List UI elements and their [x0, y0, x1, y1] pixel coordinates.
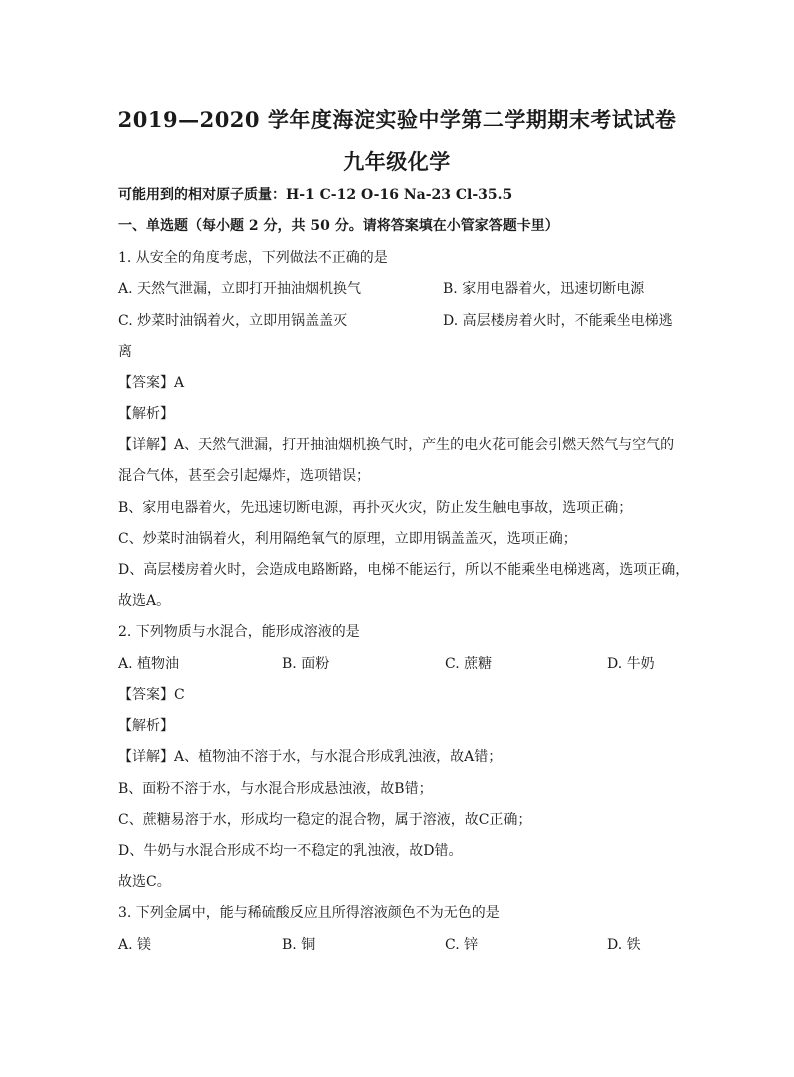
question-1-detail-1: 【详解】A、天然气泄漏，打开抽油烟机换气时，产生的电火花可能会引燃天然气与空气的	[118, 437, 675, 453]
exam-subtitle: 九年级化学	[343, 149, 451, 174]
question-2-detail-3: C、蔗糖易溶于水，形成均一稳定的混合物，属于溶液，故C正确；	[118, 812, 532, 828]
atomic-masses: 可能用到的相对原子质量：H-1 C-12 O-16 Na-23 Cl-35.5	[118, 187, 513, 203]
question-2-option-b: B. 面粉	[282, 656, 330, 672]
question-2-option-d: D. 牛奶	[607, 656, 655, 672]
question-1-detail-5: D、高层楼房着火时，会造成电路断路，电梯不能运行，所以不能乘坐电梯逃离，选项正确，	[118, 562, 690, 578]
question-2-option-c: C. 蔗糖	[445, 656, 493, 672]
question-2-detail-5: 故选C。	[118, 874, 171, 890]
question-3-option-a: A. 镁	[118, 937, 152, 953]
section-heading: 一、单选题（每小题 2 分，共 50 分。请将答案填在小管家答题卡里）	[118, 218, 559, 234]
question-3-option-b: B. 铜	[282, 937, 316, 953]
question-2-analysis-label: 【解析】	[118, 718, 174, 734]
question-2-answer: 【答案】C	[118, 687, 185, 703]
question-1-option-a: A. 天然气泄漏，立即打开抽油烟机换气	[118, 281, 362, 297]
question-1-detail-3: B、家用电器着火，先迅速切断电源，再扑灭火灾，防止发生触电事故，选项正确；	[118, 500, 633, 516]
question-1-detail-6: 故选A。	[118, 593, 171, 609]
question-3-option-c: C. 锌	[445, 937, 479, 953]
question-1-stem: 1. 从安全的角度考虑，下列做法不正确的是	[118, 250, 388, 266]
question-1-option-b: B. 家用电器着火，迅速切断电源	[443, 281, 645, 297]
question-1-detail-2: 混合气体，甚至会引起爆炸，选项错误；	[118, 468, 370, 484]
question-2-option-a: A. 植物油	[118, 656, 180, 672]
question-1-option-d: D. 高层楼房着火时，不能乘坐电梯逃	[443, 313, 673, 329]
question-1-analysis-label: 【解析】	[118, 406, 174, 422]
question-1-answer: 【答案】A	[118, 375, 185, 391]
question-2-detail-2: B、面粉不溶于水，与水混合形成悬浊液，故B错；	[118, 781, 433, 797]
question-1-option-wrap: 离	[118, 344, 132, 360]
question-3-option-d: D. 铁	[607, 937, 641, 953]
question-3-stem: 3. 下列金属中，能与稀硫酸反应且所得溶液颜色不为无色的是	[118, 905, 500, 921]
question-2-detail-4: D、牛奶与水混合形成不均一不稳定的乳浊液，故D错。	[118, 843, 463, 859]
exam-title: 2019—2020 学年度海淀实验中学第二学期期末考试试卷	[117, 107, 677, 132]
question-2-stem: 2. 下列物质与水混合，能形成溶液的是	[118, 624, 360, 640]
question-2-detail-1: 【详解】A、植物油不溶于水，与水混合形成乳浊液，故A错；	[118, 749, 503, 765]
question-1-detail-4: C、炒菜时油锅着火，利用隔绝氧气的原理，立即用锅盖盖灭，选项正确；	[118, 531, 577, 547]
question-1-option-c: C. 炒菜时油锅着火，立即用锅盖盖灭	[118, 313, 348, 329]
